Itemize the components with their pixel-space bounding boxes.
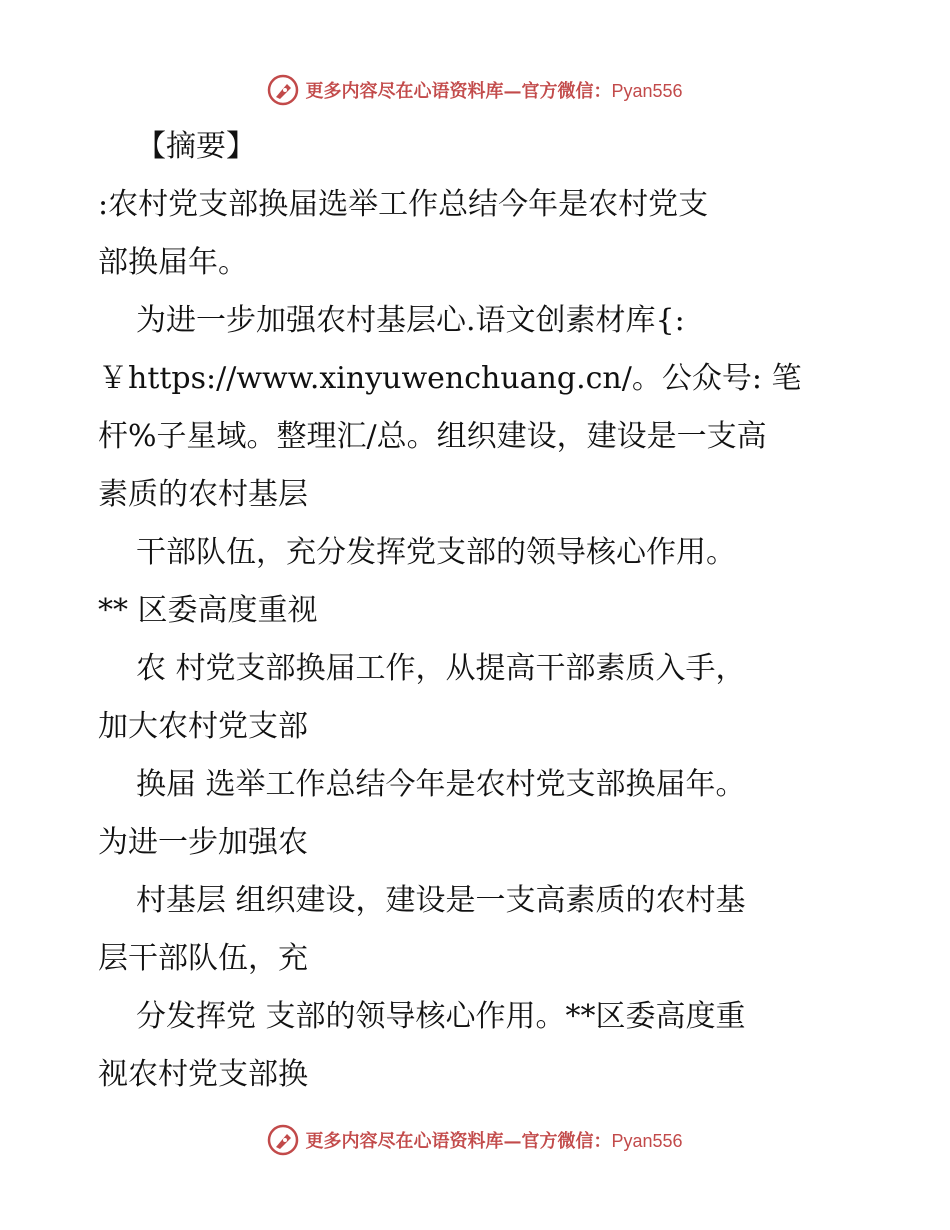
banner-label: 更多内容尽在心语资料库—官方微信：	[305, 81, 612, 102]
banner-wechat-id: Pyan556	[611, 1131, 683, 1151]
text-line: 层干部队伍，充	[98, 941, 308, 976]
text-line: 为进一步加强农村基层心.语文创素材库{:	[136, 303, 685, 338]
text-line: 杆%子星域。整理汇/总。组织建设，建设是一支高	[98, 419, 767, 454]
text-line: 村基层 组织建设，建设是一支高素质的农村基	[136, 883, 746, 918]
pen-nib-logo-icon	[267, 74, 299, 106]
text-line: 加大农村党支部	[98, 709, 308, 744]
text-line: 换届 选举工作总结今年是农村党支部换届年。	[136, 767, 746, 802]
header-banner	[0, 70, 950, 110]
text-line: 干部队伍，充分发挥党支部的领导核心作用。	[136, 535, 736, 570]
text-line: 农 村党支部换届工作，从提高干部素质入手，	[136, 651, 746, 686]
pen-nib-logo-icon	[267, 1124, 299, 1156]
banner-text	[305, 1127, 682, 1153]
text-line: ￥https://www.xinyuwenchuang.cn/。公众号: 笔	[98, 361, 802, 396]
text-line: 为进一步加强农	[98, 825, 308, 860]
text-line: 视农村党支部换	[98, 1057, 308, 1092]
text-line: 素质的农村基层	[98, 477, 308, 512]
banner-wechat-id: Pyan556	[611, 81, 683, 101]
footer-banner	[0, 1120, 950, 1160]
document-body	[98, 118, 850, 1104]
text-line: :农村党支部换届选举工作总结今年是农村党支	[98, 187, 709, 222]
banner-text	[305, 77, 682, 103]
text-line: ** 区委高度重视	[98, 593, 318, 628]
banner-label: 更多内容尽在心语资料库—官方微信：	[305, 1131, 612, 1152]
abstract-heading: 【摘要】	[136, 129, 256, 164]
text-line: 分发挥党 支部的领导核心作用。**区委高度重	[136, 999, 746, 1034]
text-line: 部换届年。	[98, 245, 248, 280]
